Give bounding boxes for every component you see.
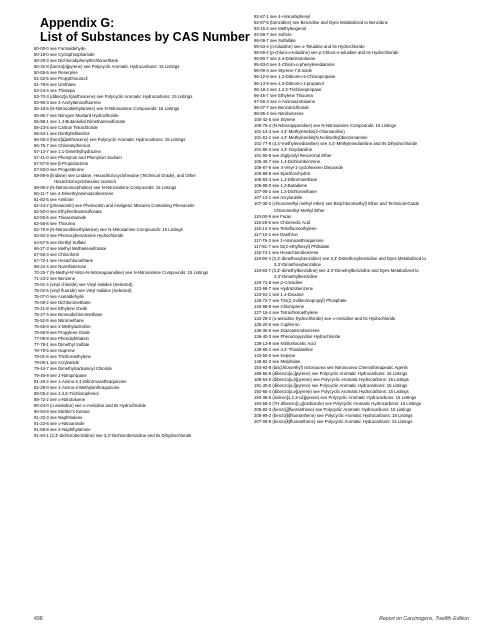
- cas-entry: 126-99-8 see Chloroprene: [254, 304, 305, 310]
- cas-entry: 56-75-7 see Chloramphenicol: [34, 142, 91, 148]
- cas-entry: 148-82-3 see Melphalan: [254, 358, 301, 364]
- cas-entry: 91-23-6 see o-Nitroanisole: [34, 420, 85, 426]
- cas-entry: 96-09-3 see Styrene-7,8-oxide: [254, 68, 313, 74]
- cas-entry: 107-13-1 see Acrylonitrile: [254, 195, 303, 201]
- cas-entry: 55-18-5 (N-Nitrosodiethylamine) see N-Nitrosamine Compounds: 15 Listings: [34, 106, 180, 112]
- cas-entry: 57-83-0 see Progesterone: [34, 166, 84, 172]
- cas-entry: 96-18-4 see 1,2,3-Trichloropropane: [254, 86, 322, 92]
- page-footer: [34, 616, 469, 626]
- cas-entry: 63-92-3 see Phenoxybenzamine Hydrochloride: [34, 233, 124, 239]
- cas-entry: 75-01-4 (vinyl chloride) see Vinyl Halides (Selected): [34, 281, 133, 287]
- cas-entry: 90-94-8 see Michler's Ketone: [34, 408, 90, 414]
- cas-entry: 71-43-2 see Benzene: [34, 275, 76, 281]
- cas-entry: 92-67-1 see 4-Aminobiphenyl: [254, 14, 311, 19]
- cas-entry: 3,3'-Dimethylbenzidine: [274, 274, 318, 280]
- cas-entry: 194-59-2 (7H-dibenzo[c,g]carbazole) see Polycyclic Aromatic Hydrocarbons: 15 Listings: [254, 401, 421, 406]
- cas-entry: 192-65-4 (dibenzo[a,e]pyrene) see Polycyclic Aromatic Hydrocarbons: 15 Listings: [254, 388, 409, 394]
- cas-entry: 91-94-1 (3,3'-dichlorobenzidine) see 3,3'-Dichlorobenzidine and Its Dihydrochloride: [34, 433, 192, 438]
- cas-entry: 136-40-3 see Phenazopyridine Hydrochloride: [254, 334, 341, 340]
- appendix-subtitle: List of Substances by CAS Number: [40, 30, 250, 44]
- cas-entry: 92-87-5 (benzidine) see Benzidine and Dyes Metabolized to Benzidine: [254, 20, 389, 26]
- cas-entry: 62-55-5 see Thioacetamide: [34, 215, 87, 221]
- cas-entry: 77-78-1 see Dimethyl Sulfate: [34, 342, 90, 348]
- cas-entry: 75-21-8 see Ethylene Oxide: [34, 306, 88, 312]
- cas-entry: 79-44-7 see Dimethylcarbamoyl Chloride: [34, 366, 112, 372]
- cas-entry: 100-42-5 see Styrene: [254, 116, 296, 122]
- cas-entry: 53-96-3 see 2-Acetylaminofluorene: [34, 100, 101, 106]
- cas-entry: 82-28-0 see 1-Amino-2-Methylanthraquinone: [34, 384, 120, 390]
- cas-entry: 106-93-4 see 1,2-Dibromoethane: [254, 177, 318, 183]
- cas-entry: 91-59-8 see 2-Naphthylamine: [34, 426, 91, 432]
- cas-entry: 55-86-7 see Nitrogen Mustard Hydrochloride: [34, 112, 119, 118]
- cas-entry: Chloromethyl Methyl Ether: [274, 207, 325, 213]
- cas-entry: 79-46-9 see 2-Nitropropane: [34, 372, 87, 378]
- cas-entry: 68-22-4 see Norethisterone: [34, 263, 87, 269]
- cas-entry: 67-66-3 see Chloroform: [34, 251, 80, 257]
- cas-entry: 97-56-3 see o-Aminoazotoluene: [254, 98, 316, 104]
- cas-entry: 193-39-5 (indeno[1,2,3-cd]pyrene) see Polycyclic Aromatic Hydrocarbons: 15 Listings: [254, 394, 417, 400]
- cas-entry: 59-89-2 (N-Nitrosomorpholine) see N-Nitrosamine Compounds: 15 Listings: [34, 185, 177, 191]
- cas-entry: 101-14-4 see 4,4'-Methylenebis(2-chloroaniline): [254, 128, 345, 134]
- cas-entry: 205-82-3 (benzo[j]fluoranthene) see Polycyclic Aromatic Hydrocarbons: 15 Listings: [254, 407, 412, 413]
- cas-entry: 56-55-3 (benz[a]anthracene) see Polycyclic Aromatic Hydrocarbons: 15 Listings: [34, 136, 186, 142]
- cas-entry: 66-27-3 see Methyl Methanesulfonate: [34, 245, 107, 251]
- cas-entry: 75-09-2 see Dichloromethane: [34, 299, 91, 305]
- cas-entry: 93-15-2 see Methyleugenol: [254, 26, 307, 32]
- cas-entry: 110-00-9 see Furan: [254, 213, 292, 219]
- cas-entry: 56-23-5 see Carbon Tetrachloride: [34, 124, 98, 130]
- cas-entry: 123-91-1 see 1,4-Dioxane: [254, 292, 304, 298]
- cas-entry: 119-90-4 (3,3'-dimethoxybenzidine) see 3,3'-Dimethoxybenzidine and Dyes Metabolized to: [254, 255, 426, 261]
- cas-entry: 64-67-5 see Diethyl Sulfate: [34, 239, 86, 245]
- cas-entry: 117-79-3 see 2-Aminoanthraquinone: [254, 237, 324, 243]
- cas-entry: 96-45-7 see Ethylene Thiourea: [254, 92, 313, 98]
- cas-entry: 81-49-2 see 1-Amino-2,4-Dibromoanthraquinone: [34, 378, 127, 384]
- cas-entry: 62-44-2 (phenacetin) see Phenacetin and Analgesic Mixtures Containing Phenacetin: [34, 203, 195, 209]
- cas-entry: 50-55-5 see Reserpine: [34, 70, 78, 76]
- cas-entry: 52-24-4 see Thiotepa: [34, 88, 75, 94]
- cas-entry: 139-13-9 see Nitrilotriacetic Acid: [254, 340, 316, 346]
- cas-entry: 50-18-0 see Cyclophosphamide: [34, 52, 95, 58]
- cas-entry: 55-98-1 see 1,4-Butanediol Dimethanesulfonate: [34, 118, 126, 124]
- cas-entry: 120-71-8 see p-Cresidine: [254, 280, 303, 286]
- cas-entry: 136-35-6 see Diazoaminobenzene: [254, 328, 320, 334]
- cas-entry: 62-56-6 see Thiourea: [34, 221, 76, 227]
- cas-entry: 57-14-7 see 1,1-Dimethylhydrazine: [34, 148, 101, 154]
- cas-entry: 115-28-6 see Chlorendic Acid: [254, 219, 311, 225]
- cas-entry: 75-27-4 see Bromodichloromethane: [34, 312, 103, 318]
- cas-entry: 95-69-2 (p-chloro-o-toluidine) see p-Chloro-o-toluidine and Its Hydrochloride: [254, 50, 399, 56]
- cas-entry: 189-55-9 (dibenzo[a,i]pyrene) see Polycyclic Aromatic Hydrocarbons: 15 Listings: [254, 370, 408, 376]
- cas-entry: 107-06-2 see 1,2-Dichloroethane: [254, 189, 317, 195]
- cas-entry: 75-07-0 see Acetaldehyde: [34, 293, 84, 299]
- cas-entry: 189-64-0 (dibenzo[a,h]pyrene) see Polycyclic Aromatic Hydrocarbons: 15 Listings: [254, 376, 409, 382]
- cas-entry: 62-75-9 (N-Nitrosodimethylamine) see N-Nitrosamine Compounds: 15 Listings: [34, 227, 183, 233]
- cas-entry: 126-72-7 see Tris(2,3-dibromopropyl) Phosphate: [254, 298, 347, 304]
- cas-entry: 75-02-5 (vinyl fluoride) see Vinyl Halides (Selected): [34, 287, 132, 293]
- cas-entry: 60-11-7 see 4-Dimethylaminoazobenzene: [34, 191, 114, 197]
- cas-entry: 101-80-4 see 4,4'-Oxydianiline: [254, 147, 313, 153]
- cas-entry: 98-95-3 see Nitrobenzene: [254, 110, 304, 116]
- appendix-title: Appendix G:: [40, 16, 115, 30]
- report-title: Report on Carcinogens, Twelfth Edition: [379, 616, 469, 622]
- cas-entry: Hexachlorocyclohexane Isomers: [54, 179, 117, 185]
- cas-entry: 95-83-0 see 4-Chloro-o-phenylenediamine: [254, 62, 335, 68]
- cas-entry: 79-01-6 see Trichloroethylene: [34, 354, 91, 360]
- appendix-heading: [40, 16, 250, 44]
- cas-entry: 62-50-0 see Ethylmethanesulfonate: [34, 209, 102, 215]
- cas-entry: 50-32-8 (benzo[a]pyrene) see Polycyclic Aromatic Hydrocarbons: 15 Listings: [34, 64, 180, 70]
- cas-entry: 207-08-9 (benzo[k]fluoranthene) see Polycyclic Aromatic Hydrocarbons: 15 Listings: [254, 419, 413, 425]
- cas-entry: 139-65-1 see 4,4'-Thiodianiline: [254, 346, 313, 352]
- cas-entry: 205-99-2 (benzo[b]fluoranthene) see Polycyclic Aromatic Hydrocarbons: 15 Listings: [254, 413, 413, 419]
- cas-entry: 57-41-0 see Phenytoin and Phenytoin Sodium: [34, 154, 122, 160]
- cas-entry: 117-10-2 see Danthron: [254, 231, 298, 237]
- cas-entry: 79-06-1 see Acrylamide: [34, 360, 80, 366]
- cas-entry: 95-06-7 see Sulfallate: [254, 38, 296, 44]
- cas-entry: 75-52-5 see Nitromethane: [34, 318, 84, 324]
- right-column-list: [254, 14, 469, 425]
- cas-entry: 50-00-0 see Formaldehyde: [34, 46, 86, 51]
- cas-entry: 118-74-1 see Hexachlorobenzene: [254, 249, 319, 255]
- cas-entry: 96-12-8 see 1,2-Dibromo-3-Chloropropane: [254, 74, 336, 80]
- cas-entry: 191-30-0 (dibenzo[a,l]pyrene) see Polycyclic Aromatic Hydrocarbons: 15 Listings: [254, 382, 408, 388]
- cas-entry: 98-07-7 see Benzotrichloride: [254, 104, 309, 110]
- cas-entry: 101-90-6 see Diglycidyl Resorcinol Ether: [254, 153, 332, 159]
- cas-entry: 127-18-4 see Tetrachloroethylene: [254, 310, 318, 316]
- cas-entry: 122-66-7 see Hydrazobenzene: [254, 286, 314, 292]
- cas-entry: 94-59-7 see Safrole: [254, 32, 292, 38]
- cas-entry: 3,3'-Dimethoxybenzidine: [274, 261, 321, 267]
- cas-entry: 134-29-2 (o-anisidine hydrochloride) see o-Anisidine and Its Hydrochloride: [254, 316, 396, 322]
- page-number: 498: [34, 616, 43, 622]
- cas-entry: 51-79-6 see Urethane: [34, 82, 76, 88]
- cas-entry: 70-25-7 (N-Methyl-N'-Nitro-N-Nitrosoguanidine) see N-Nitrosamine Compounds: 15 Listings: [34, 269, 209, 275]
- cas-entry: 75-55-8 see 2-Methylaziridine: [34, 324, 91, 330]
- cas-entry: 61-82-5 see Amitrole: [34, 197, 74, 203]
- cas-entry: 106-87-6 see 4-Vinyl-1-cyclohexene Diepoxide: [254, 165, 344, 171]
- cas-entry: 96-13-9 see 2,3-Dibromo-1-propanol: [254, 80, 324, 86]
- cas-entry: 57-57-8 see β-Propiolactone: [34, 160, 89, 166]
- cas-entry: 117-81-7 see Di(2-ethylhexyl) Phthalate: [254, 243, 330, 249]
- cas-entry: 119-93-7 (3,3'-dimethylbenzidine) see 3,3'-Dimethylbenzidine and Dyes Metabolized to: [254, 267, 419, 273]
- cas-entry: 56-53-1 see Diethylstilbestrol: [34, 130, 90, 136]
- cas-entry: 106-46-7 see 1,4-Dichlorobenzene: [254, 159, 321, 165]
- cas-entry: 143-50-0 see Kepone: [254, 352, 296, 358]
- cas-entry: 95-53-4 (o-toluidine) see o-Toluidine and Its Hydrochloride: [254, 44, 365, 50]
- cas-entry: 107-30-2 (chloromethyl methyl ether) see Bis(chloromethyl) Ether and Technical-Grade: [254, 201, 420, 207]
- cas-entry: 106-99-0 see 1,3-Butadiene: [254, 183, 308, 189]
- cas-entry: 88-06-2 see 2,4,6-Trichlorophenol: [34, 390, 99, 396]
- cas-entry: 78-79-5 see Isoprene: [34, 348, 75, 354]
- cas-entry: 53-70-3 (dibenz[a,h]anthracene) see Polycyclic Aromatic Hydrocarbons: 15 Listings: [34, 94, 193, 100]
- cas-entry: 51-52-5 see Propylthiouracil: [34, 76, 88, 82]
- cas-entry: 88-72-2 see o-Nitrotoluene: [34, 396, 86, 402]
- cas-entry: 135-20-6 see Cupferron: [254, 322, 300, 328]
- left-column-list: [34, 46, 239, 439]
- cas-entry: 67-72-1 see Hexachloroethane: [34, 257, 94, 263]
- cas-entry: 77-09-8 see Phenolphthalein: [34, 336, 89, 342]
- cas-entry: 116-14-3 see Tetrafluoroethylene: [254, 225, 317, 231]
- cas-entry: 58-89-9 (lindane) see Lindane, Hexachlorocyclohexane (Technical Grade), and Other: [34, 172, 196, 178]
- cas-entry: 101-77-9 (4,4'-methylenedianiline) see 4,4'-Methylenedianiline and Its Dihydrochloride: [254, 140, 418, 146]
- cas-entry: 95-80-7 see 2,4-Diaminotoluene: [254, 56, 316, 62]
- cas-entry: 50-29-3 see Dichlorodiphenyltrichloroethane: [34, 58, 119, 64]
- cas-entry: 90-04-0 (o-anisidine) see o-Anisidine and Its Hydrochloride: [34, 402, 147, 408]
- cas-entry: 91-20-3 see Naphthalene: [34, 414, 83, 420]
- cas-entry: 75-56-9 see Propylene Oxide: [34, 330, 90, 336]
- cas-entry: 154-93-8 (bis(chloroethyl) nitrosourea see Nitrosourea Chemotherapeutic Agents: [254, 364, 408, 370]
- cas-entry: 101-61-1 see 4,4'-Methylenebis(N,N-dimethyl)benzenamine: [254, 134, 368, 140]
- cas-entry: 106-89-8 see Epichlorohydrin: [254, 171, 311, 177]
- cas-entry: 100-75-4 (N-Nitrosopiperidine) see N-Nitrosamine Compounds: 15 Listings: [254, 122, 397, 128]
